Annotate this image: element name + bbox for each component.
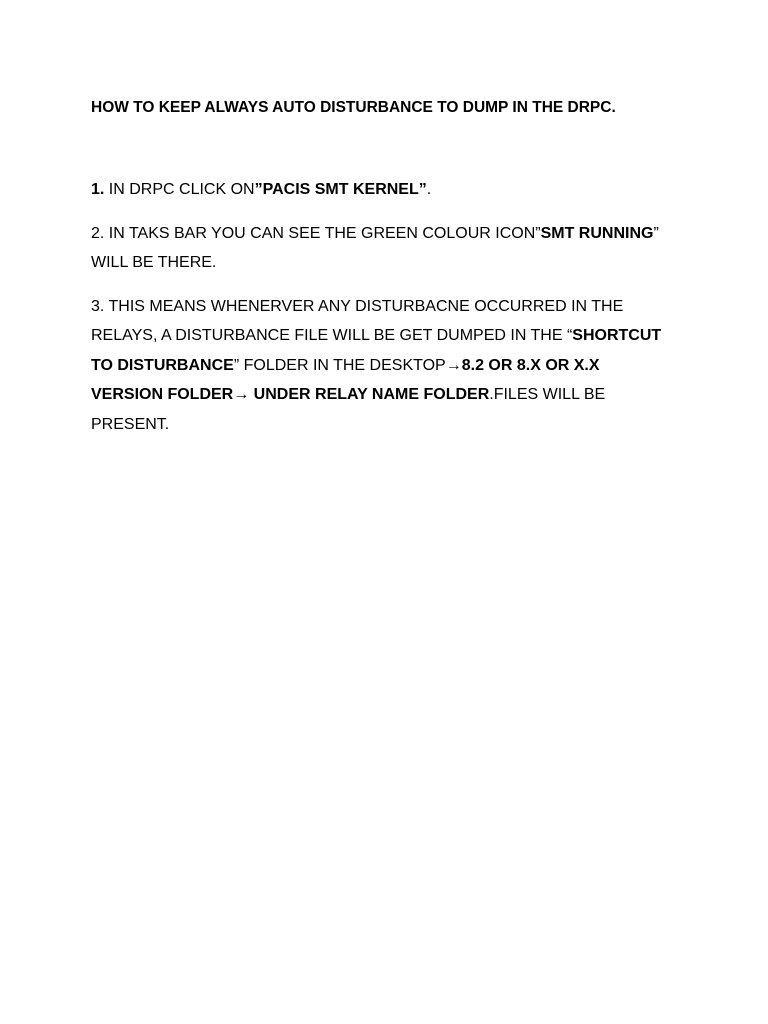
step-3 [91,292,671,440]
step-3-end: .FILES WILL BE PRESENT. [91,386,606,433]
step-1-text: IN DRPC CLICK ON [104,181,255,198]
step-3-version-bold: 8.2 OR 8.X OR X.X VERSION FOLDER [91,356,600,403]
step-2-text: 2. IN TAKS BAR YOU CAN SEE THE GREEN COLOUR ICON” [91,224,541,242]
step-1-number: 1. [91,181,105,198]
document-title: HOW TO KEEP ALWAYS AUTO DISTURBANCE TO DUMP IN THE DRPC. [91,99,616,116]
document-body [91,93,671,439]
step-2-end: ” WILL BE THERE. [91,224,659,271]
step-1-end: . [426,181,432,198]
step-3-mid: ” FOLDER IN THE DESKTOP [233,356,446,374]
step-3-relay-bold: UNDER RELAY NAME FOLDER [249,386,490,403]
step-2 [91,219,671,278]
step-2-bold: SMT RUNNING [540,224,654,242]
arrow-right-icon: → [233,386,250,403]
step-3-folder-bold: SHORTCUT TO DISTURBANCE [91,327,662,374]
step-3-text: 3. THIS MEANS WHENERVER ANY DISTURBACNE OCCURRED IN THE RELAYS, A DISTURBANCE FILE WILL BE GET DUMPED IN THE “ [91,297,624,344]
step-1-bold: ”PACIS SMT KERNEL” [254,181,427,198]
arrow-right-icon: → [445,356,462,374]
step-1 [91,175,671,205]
